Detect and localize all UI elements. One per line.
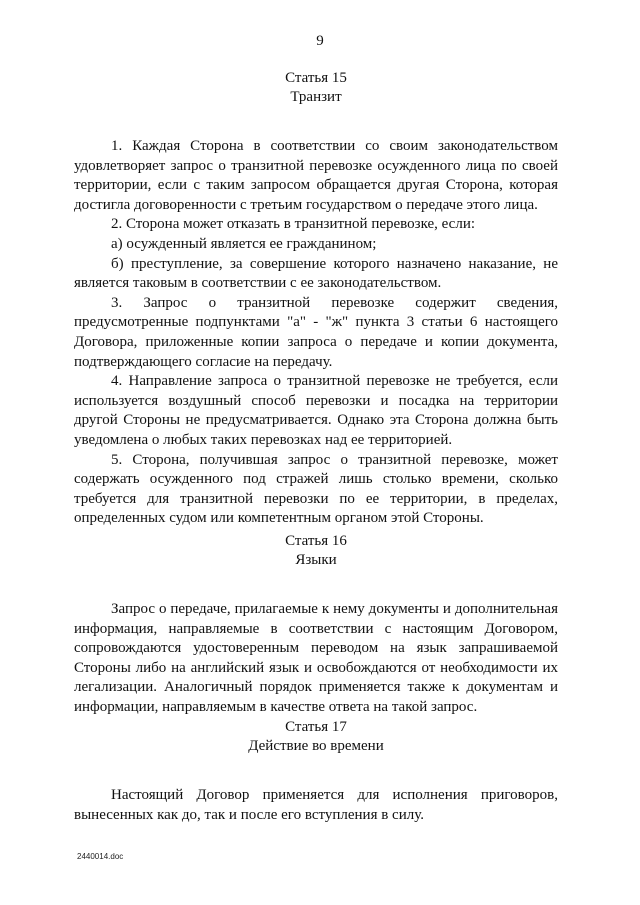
article-16	[74, 532, 558, 718]
paragraph: 3. Запрос о транзитной перевозке содержит сведения, предусмотренные подпунктами "а" - "ж" пункта 3 статьи 6 настоящего Договора, приложенные копии запроса о передаче и копии документа, подтверждающего согласие на передачу.	[74, 294, 558, 370]
paragraph: 2. Сторона может отказать в транзитной перевозке, если:	[111, 216, 476, 233]
article-17	[74, 718, 558, 825]
paragraph: 5. Сторона, получившая запрос о транзитной перевозке, может содержать осужденного под стражей лишь столько времени, сколько требуется для транзитной перевозки по ее территории, в пределах, определенных судом или компетентным органом этой Стороны.	[74, 451, 558, 527]
article-title: Транзит	[290, 89, 342, 105]
article-heading	[74, 532, 558, 570]
paragraph: 1. Каждая Сторона в соответствии со своим законодательством удовлетворяет запрос о транзитной перевозке осужденного лица по своей территории, если с таким запросом обращается другая Сторона, которая достигла договоренности с третьим государством о передаче этого лица.	[74, 138, 558, 213]
article-body	[74, 600, 558, 718]
article-heading	[74, 69, 558, 107]
article-15	[74, 69, 558, 529]
footer-doc-id: 2440014.doc	[77, 852, 124, 861]
page-number: 9	[316, 33, 324, 49]
article-number: Статья 16	[285, 533, 347, 549]
paragraph: 4. Направление запроса о транзитной перевозке не требуется, если используется воздушный способ перевозки и посадка на территории другой Стороны не предусматривается. Однако эта Сторона должна быть уведомлена о любых таких перевозках над ее территорией.	[74, 373, 558, 448]
article-title: Действие во времени	[248, 738, 384, 754]
article-body	[74, 137, 558, 529]
article-heading	[74, 718, 558, 756]
paragraph: б) преступление, за совершение которого назначено наказание, не является таковым в соответствии с ее законодательством.	[74, 255, 558, 292]
article-body	[74, 786, 558, 825]
paragraph: Настоящий Договор применяется для исполнения приговоров, вынесенных как до, так и после его вступления в силу.	[74, 787, 558, 823]
paragraph: а) осужденный является ее гражданином;	[111, 235, 377, 252]
paragraph: Запрос о передаче, прилагаемые к нему документы и дополнительная информация, направляемые в соответствии с настоящим Договором, сопровождаются удостоверенным переводом на язык запрашиваемой Стороны либо на английский язык и освобождаются от необходимости их легализации. Аналогичный порядок применяется также к документам и информации, направляемым в качестве ответа на такой запрос.	[74, 601, 558, 715]
article-title: Языки	[295, 552, 337, 568]
article-number: Статья 17	[285, 719, 347, 735]
article-number: Статья 15	[285, 70, 347, 86]
